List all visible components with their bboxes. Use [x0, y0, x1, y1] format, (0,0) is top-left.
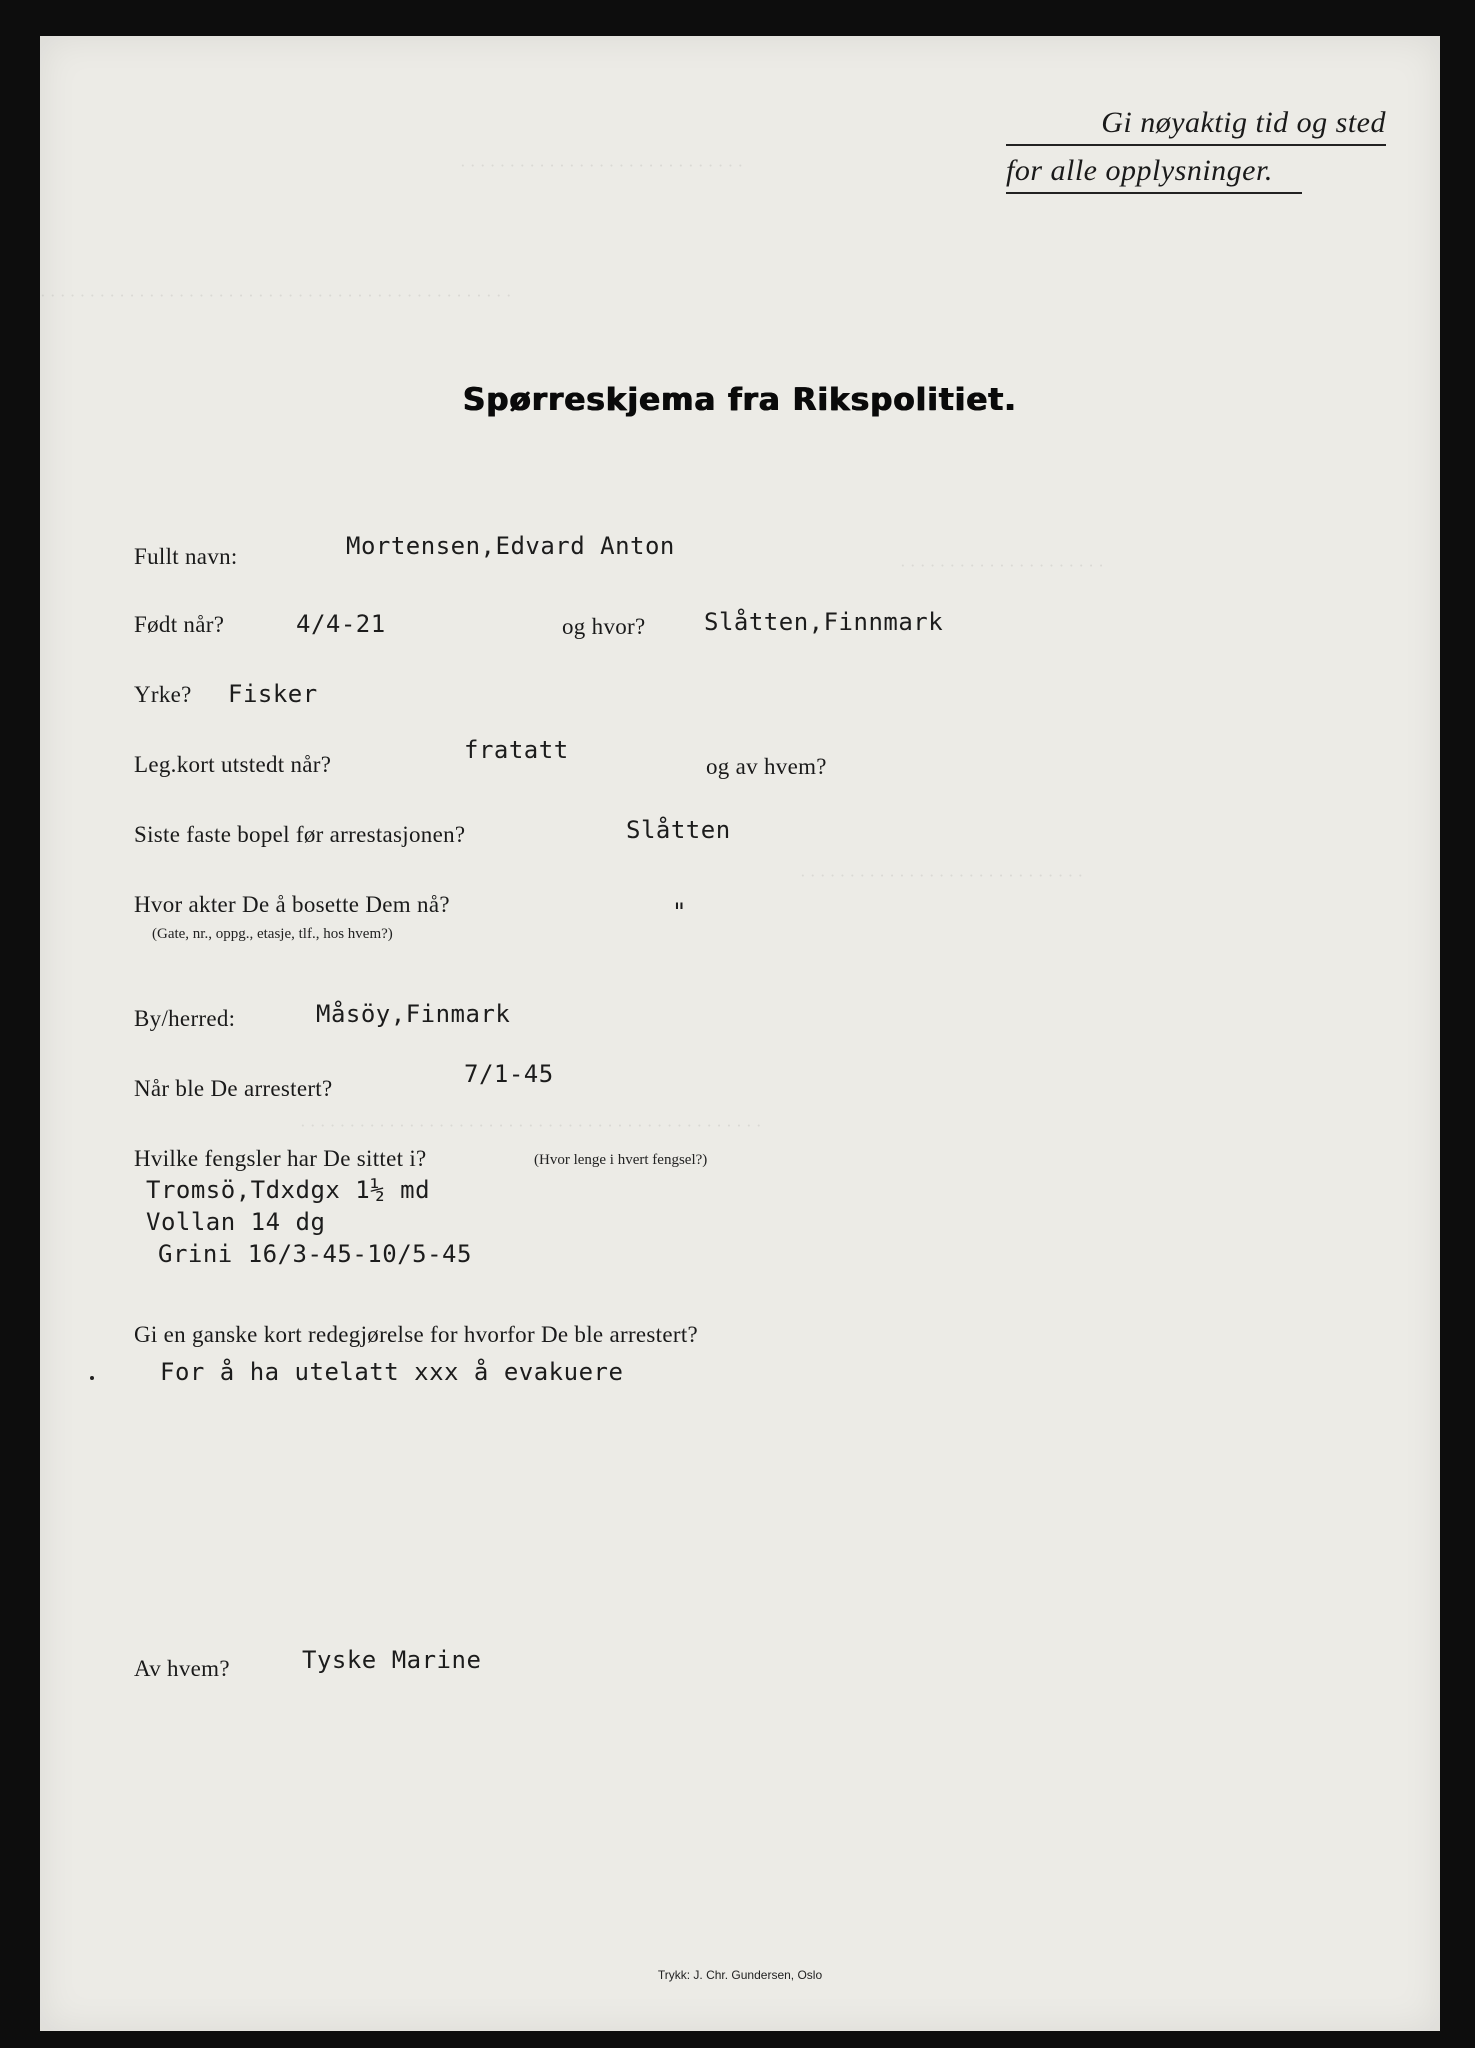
born-when-value: 4/4-21 [296, 610, 386, 638]
instruction-line-1: Gi nøyaktig tid og sted [1006, 106, 1386, 146]
born-where-label: og hvor? [562, 614, 646, 639]
bleed-through-text: · · · · · · · · · · · · · · · · · · · · · · · · · · · · · [800, 866, 1084, 885]
instruction-box [1006, 106, 1386, 202]
last-address-label: Siste faste bopel før arrestasjonen? [134, 822, 466, 847]
last-address-value: Slåtten [626, 816, 731, 844]
prisons-label: Hvilke fengsler har De sittet i? [134, 1146, 427, 1171]
printer-imprint: Trykk: J. Chr. Gundersen, Oslo [657, 1968, 823, 1982]
arrested-label: Når ble De arrestert? [134, 1076, 333, 1101]
id-card-by-label: og av hvem? [706, 754, 827, 779]
form-title: Spørreskjema fra Rikspolitiet. [462, 382, 1017, 418]
id-card-label: Leg.kort utstedt når? [134, 752, 332, 777]
reason-label: Gi en ganske kort redegjørelse for hvorfor De ble arrestert? [134, 1322, 699, 1347]
prison-line-2: Vollan 14 dg [146, 1208, 326, 1236]
bleed-through-text: · · · · · · · · · · · · · · · · · · · · · · · · · · · · · · · · · · · · · · · · · · · · · · · [300, 1116, 762, 1135]
municipality-value: Måsöy,Finmark [316, 1000, 511, 1028]
id-card-value: fratatt [464, 736, 569, 764]
prison-line-1: Tromsö,Tdxdgx 1½ md [146, 1176, 431, 1204]
born-where-value: Slåtten,Finnmark [704, 608, 944, 636]
bleed-through-text: · · · · · · · · · · · · · · · · · · · · · [900, 556, 1104, 575]
name-label: Fullt navn: [134, 544, 238, 569]
form-page [40, 36, 1440, 2031]
bleed-through-text: · · · · · · · · · · · · · · · · · · · · · · · · · · · · · [460, 156, 744, 175]
born-when-label: Født når? [134, 612, 225, 637]
prison-line-3: Grini 16/3-45-10/5-45 [158, 1240, 472, 1268]
settle-label: Hvor akter De å bosette Dem nå? [134, 892, 450, 917]
settle-value: " [672, 898, 687, 926]
occupation-value: Fisker [228, 680, 318, 708]
by-whom-label: Av hvem? [134, 1656, 230, 1681]
by-whom-value: Tyske Marine [302, 1646, 482, 1674]
reason-value: For å ha utelatt xxx å evakuere [160, 1358, 624, 1386]
bleed-through-text: · · · · · · · · · · · · · · · · · · · · · · · · · · · · · · · · · · · · · · · · · · · · · · · · [40, 286, 512, 305]
ink-speck [90, 1376, 94, 1380]
municipality-label: By/herred: [134, 1006, 236, 1031]
settle-hint: (Gate, nr., oppg., etasje, tlf., hos hvem?) [152, 926, 393, 942]
arrested-value: 7/1-45 [464, 1060, 554, 1088]
instruction-line-2: for alle opplysninger. [1006, 154, 1302, 194]
prisons-hint: (Hvor lenge i hvert fengsel?) [534, 1152, 708, 1168]
occupation-label: Yrke? [134, 682, 192, 707]
name-value: Mortensen,Edvard Anton [346, 532, 675, 560]
